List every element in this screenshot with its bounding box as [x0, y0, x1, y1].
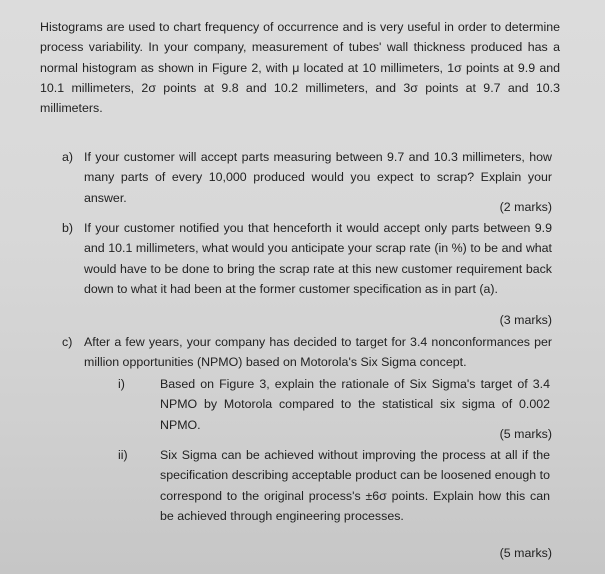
subquestion-c-i	[118, 374, 552, 444]
subquestion-label: ii)	[118, 448, 128, 462]
question-a	[62, 147, 552, 217]
subquestion-label: i)	[118, 377, 125, 391]
question-label: c)	[62, 335, 73, 349]
marks-label: (5 marks)	[499, 546, 552, 560]
subquestion-text: Six Sigma can be achieved without improving the process at all if the specification describing acceptable product can be loosened enough to correspond to the original process's ±6σ points. Explain how this can be achieved through engineering processes.	[160, 448, 550, 523]
question-c	[62, 332, 552, 372]
marks-label: (5 marks)	[499, 427, 552, 441]
question-text: After a few years, your company has decided to target for 3.4 nonconformances per million opportunities (NPMO) based on Motorola's Six Sigma concept.	[84, 335, 552, 370]
question-text: If your customer notified you that henceforth it would accept only parts between 9.9 and 10.1 millimeters, what would you anticipate your scrap rate (in %) to be and what would have to be done to bring the scrap rate at this new customer requirement back down to what it had been at the former customer specification as in part (a).	[84, 221, 552, 296]
question-b	[62, 218, 552, 330]
subquestion-c-ii	[118, 445, 552, 567]
intro-paragraph: Histograms are used to chart frequency of occurrence and is very useful in order to determine process variability. In your company, measurement of tubes' wall thickness produced has a normal histogram as shown in Figure 2, with μ located at 10 millimeters, 1σ points at 9.9 and 10.1 millimeters, 2σ points at 9.8 and 10.2 millimeters, and 3σ points at 9.7 and 10.3 millimeters.	[40, 20, 560, 116]
marks-label: (3 marks)	[499, 313, 552, 327]
subquestion-text: Based on Figure 3, explain the rationale of Six Sigma's target of 3.4 NPMO by Motorola compared to the statistical six sigma of 0.002 NPMO.	[160, 377, 550, 432]
question-text: If your customer will accept parts measuring between 9.7 and 10.3 millimeters, how many parts of every 10,000 produced would you expect to scrap? Explain your answer.	[84, 150, 552, 205]
question-label: b)	[62, 221, 74, 235]
marks-label: (2 marks)	[499, 200, 552, 214]
question-label: a)	[62, 150, 74, 164]
